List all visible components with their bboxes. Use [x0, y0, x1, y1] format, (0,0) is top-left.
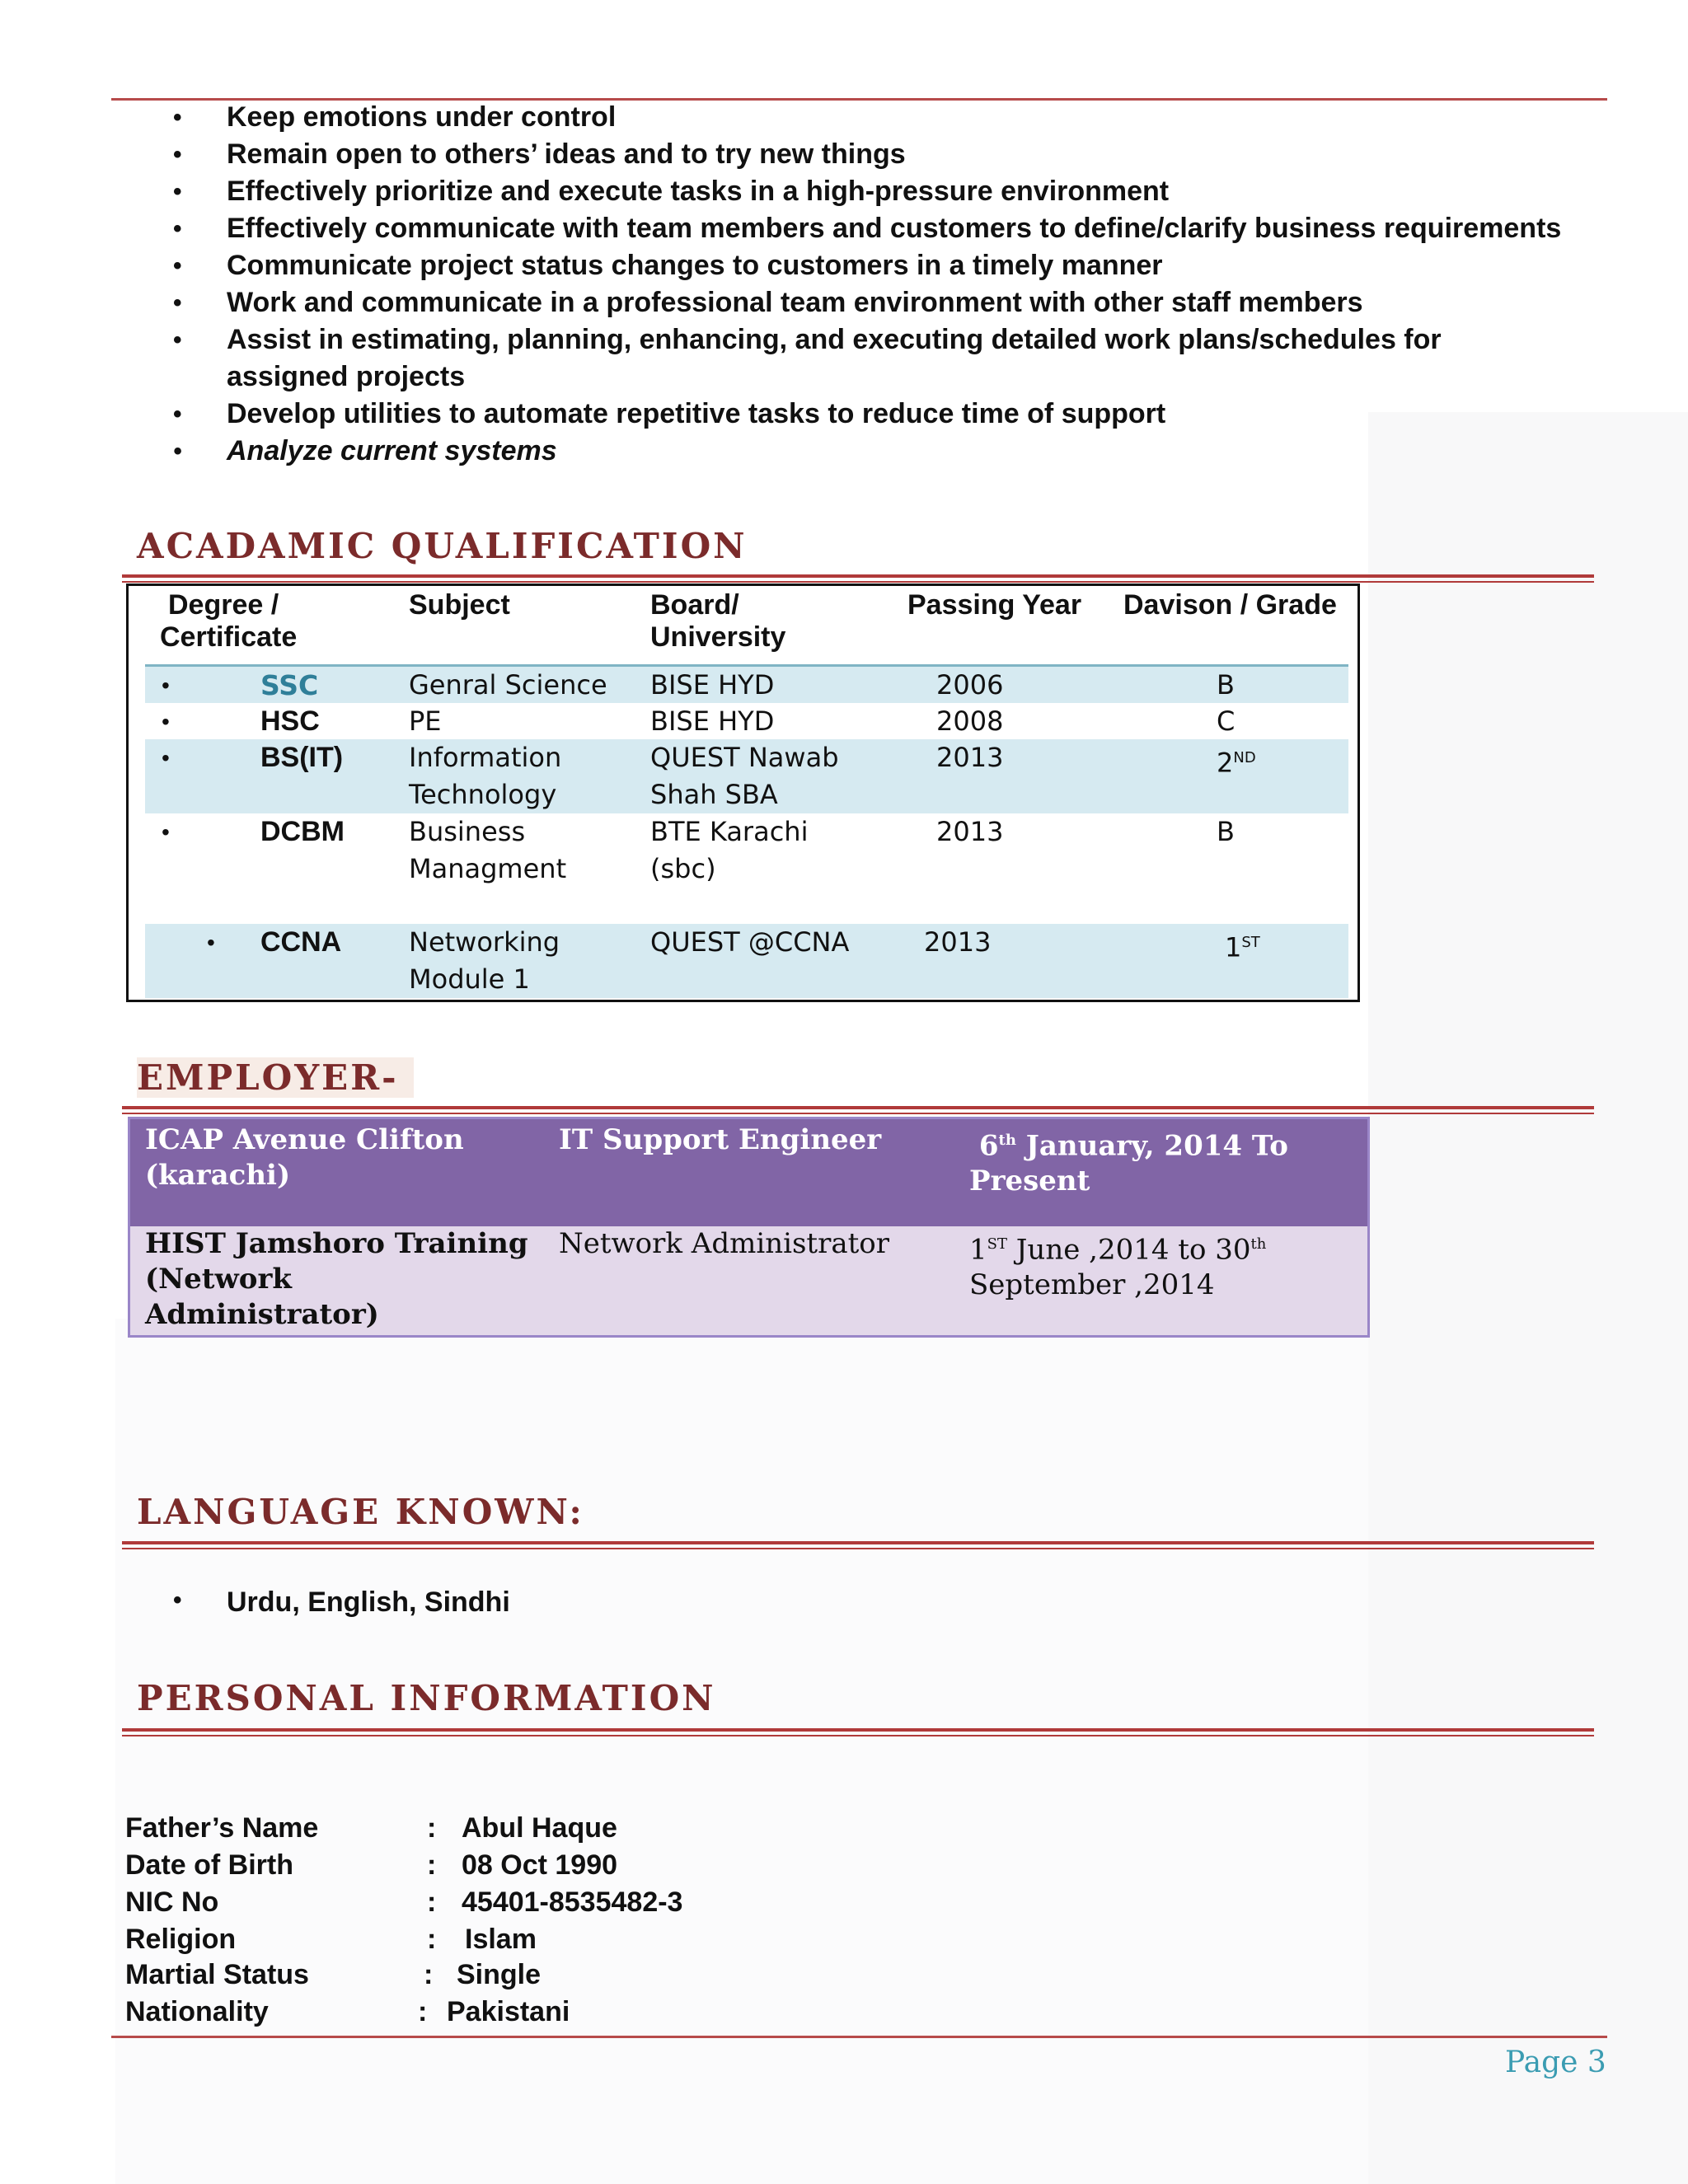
employer-heading: EMPLOYER- [137, 1057, 414, 1098]
board-line: Shah SBA [650, 779, 778, 810]
board-line: (sbc) [650, 853, 716, 884]
personal-heading-rule [122, 1728, 1594, 1736]
list-item: • Effectively communicate with team members and customers to define/clarify business requirements [173, 210, 1628, 247]
table-row [145, 813, 1348, 907]
bullet: • [207, 930, 215, 955]
list-item: • Communicate project status changes to customers in a timely manner [173, 247, 1628, 284]
year: 2013 [936, 816, 1004, 847]
languages-heading: LANGUAGE KNOWN: [137, 1492, 584, 1532]
skills-list [173, 99, 1628, 470]
header-degree-line: Certificate [160, 621, 298, 653]
field-value: Islam [465, 1924, 537, 1955]
date-day: 6 [978, 1129, 999, 1163]
date-line: Present [969, 1165, 1090, 1198]
date-line: September ,2014 [969, 1268, 1215, 1302]
table-row [130, 1119, 1367, 1226]
date-day: 1 [969, 1233, 987, 1267]
grade [1225, 924, 1260, 967]
table-row [145, 667, 1348, 703]
date-suffix: th [1250, 1235, 1267, 1253]
footer-rule [111, 2036, 1607, 2038]
subject-line: Technology [409, 779, 557, 810]
header-degree-line: Degree / [168, 589, 279, 621]
personal-heading: PERSONAL INFORMATION [137, 1678, 716, 1718]
list-item: • Remain open to others’ ideas and to try new things [173, 136, 1628, 173]
employer-role: IT Support Engineer [559, 1123, 882, 1156]
employer-org [145, 1226, 532, 1333]
grade [1217, 739, 1256, 782]
org-line: HIST Jamshoro Training [145, 1227, 528, 1260]
subject-line: Module 1 [409, 963, 530, 995]
subject-line: Networking [409, 926, 560, 958]
employer-org [145, 1122, 532, 1193]
grade: B [1217, 669, 1235, 701]
subject [409, 739, 561, 813]
subject-line: Business [409, 816, 526, 847]
year: 2008 [936, 705, 1004, 737]
date-line [969, 1122, 1348, 1164]
field-separator: : [418, 1996, 428, 2027]
list-item: • Work and communicate in a professional team environment with other staff members [173, 284, 1628, 321]
header-board-line: University [650, 621, 786, 653]
degree: BS(IT) [260, 742, 344, 773]
field-separator: : [427, 1924, 437, 1955]
page-shade-right [1368, 412, 1688, 2184]
employer-table [128, 1117, 1370, 1338]
year: 2013 [924, 926, 992, 958]
academic-heading-rule [122, 574, 1594, 583]
field-value: Single [457, 1959, 542, 1990]
field-label: Nationality [125, 1996, 269, 2027]
field-value: 08 Oct 1990 [462, 1849, 618, 1881]
board-line: BTE Karachi [650, 816, 809, 847]
degree: DCBM [260, 816, 345, 847]
board-line: QUEST Nawab [650, 742, 839, 773]
employer-role: Network Administrator [559, 1227, 889, 1260]
employer-dates [969, 1122, 1348, 1199]
field-separator: : [427, 1849, 437, 1881]
field-value: Pakistani [447, 1996, 570, 2027]
field-separator: : [424, 1959, 434, 1990]
board: BISE HYD [650, 669, 775, 701]
subject: Genral Science [409, 669, 607, 701]
org-line: (Network Administrator) [145, 1263, 379, 1331]
field-separator: : [427, 1812, 437, 1844]
date-rest: January, 2014 To [1015, 1129, 1288, 1163]
header-grade: Davison / Grade [1123, 589, 1337, 621]
employer-heading-rule [122, 1106, 1594, 1114]
org-line: ICAP Avenue Clifton [145, 1123, 464, 1156]
date-rest: June ,2014 to 30 [1006, 1233, 1251, 1267]
field-value: Abul Haque [462, 1812, 617, 1844]
bullet: • [162, 673, 170, 698]
board [650, 739, 839, 813]
bullet: • [162, 745, 170, 771]
header-degree [160, 589, 298, 654]
date-suffix: ST [987, 1235, 1007, 1253]
field-label: NIC No [125, 1886, 219, 1918]
grade-value: 2 [1217, 747, 1234, 779]
list-item: • Effectively prioritize and execute tasks in a high-pressure environment [173, 173, 1628, 210]
board: QUEST @CCNA [650, 926, 850, 958]
field-label: Religion [125, 1924, 237, 1955]
header-board [650, 589, 785, 654]
year: 2006 [936, 669, 1004, 701]
header-year: Passing Year [907, 589, 1082, 621]
date-line [969, 1226, 1348, 1268]
field-label: Martial Status [125, 1959, 309, 1990]
employer-dates [969, 1226, 1348, 1303]
page-number: Page 3 [1505, 2046, 1606, 2079]
table-row [145, 739, 1348, 813]
date-suffix: th [998, 1132, 1016, 1149]
grade: B [1217, 816, 1235, 847]
field-label: Date of Birth [125, 1849, 293, 1881]
grade: C [1217, 705, 1236, 737]
grade-value: 1 [1225, 931, 1242, 963]
field-label: Father’s Name [125, 1812, 319, 1844]
grade-suffix: ST [1241, 934, 1260, 951]
academic-heading: ACADAMIC QUALIFICATION [137, 526, 748, 566]
table-row [130, 1226, 1367, 1335]
degree: SSC [260, 669, 319, 701]
list-item: • Assist in estimating, planning, enhancing, and executing detailed work plans/schedules for assigned projects [173, 321, 1488, 396]
year: 2013 [936, 742, 1004, 773]
list-item: • Urdu, English, Sindhi [173, 1586, 510, 1619]
subject-line: Information [409, 742, 562, 773]
board: BISE HYD [650, 705, 775, 737]
list-item: • Develop utilities to automate repetitive tasks to reduce time of support [173, 396, 1628, 433]
degree: HSC [260, 705, 320, 737]
header-subject: Subject [409, 589, 510, 621]
field-value: 45401-8535482-3 [462, 1886, 683, 1918]
subject-line: Managment [409, 853, 567, 884]
list-item: • Analyze current systems [173, 433, 1628, 470]
subject: PE [409, 705, 442, 737]
subject [409, 813, 566, 888]
list-item: • Keep emotions under control [173, 99, 1628, 136]
bullet: • [162, 819, 170, 845]
table-header [145, 586, 1348, 667]
subject [409, 924, 560, 998]
table-row [145, 924, 1348, 998]
academic-table [126, 583, 1360, 1002]
field-separator: : [427, 1886, 437, 1918]
board [650, 813, 808, 888]
bullet: • [162, 709, 170, 734]
languages-list [173, 1586, 510, 1619]
degree: CCNA [260, 926, 342, 958]
header-board-line: Board/ [650, 589, 739, 621]
org-line: (karachi) [145, 1159, 291, 1192]
grade-suffix: ND [1233, 749, 1256, 766]
page-shade-bottom [115, 1319, 1368, 2184]
languages-heading-rule [122, 1541, 1594, 1549]
table-row [145, 703, 1348, 739]
